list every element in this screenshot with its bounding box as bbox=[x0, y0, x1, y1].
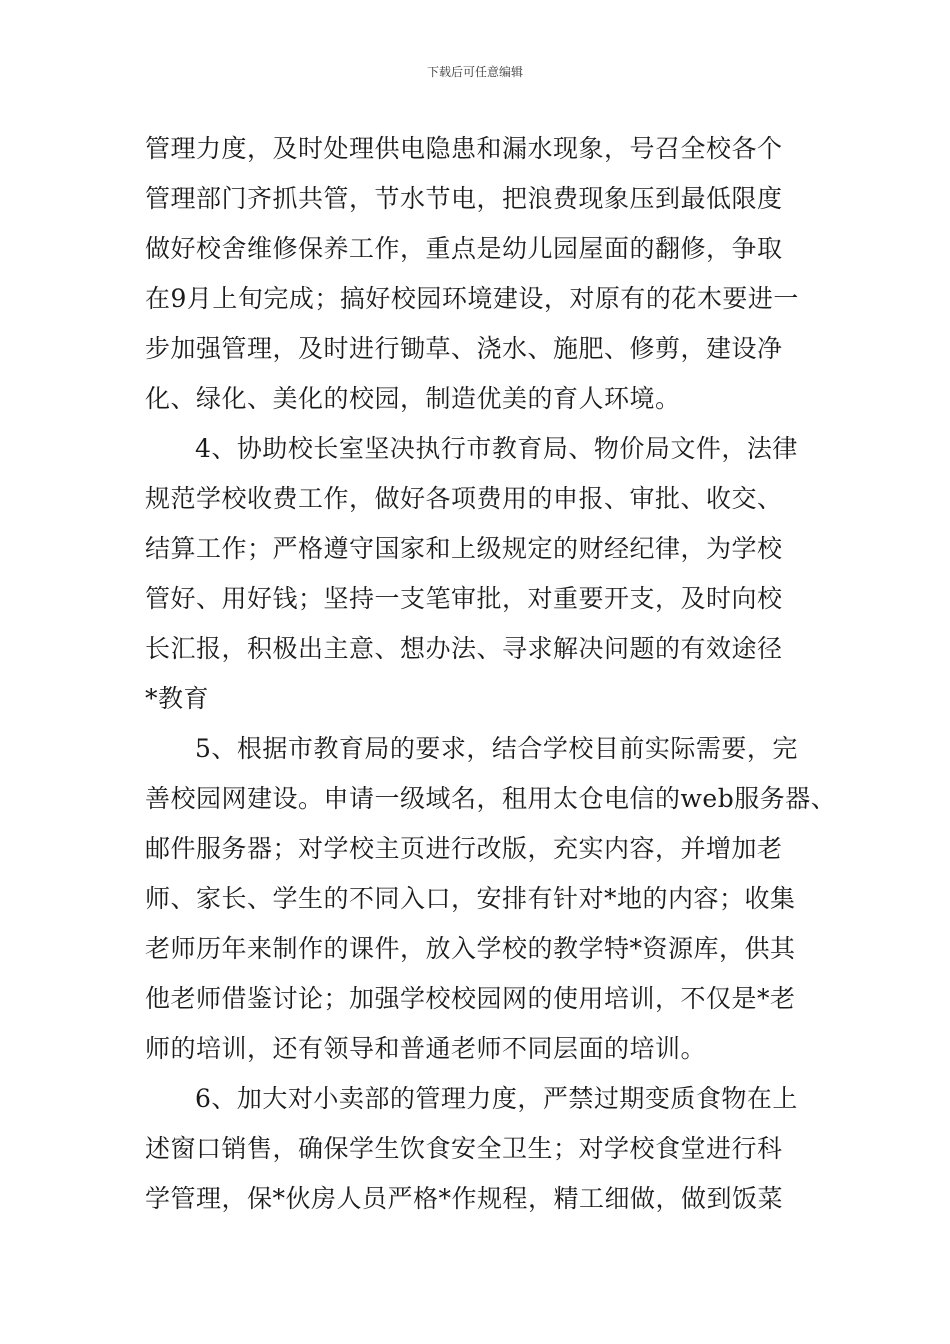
text-line: 管理力度，及时处理供电隐患和漏水现象，号召全校各个 bbox=[145, 134, 783, 163]
page-header: 下载后可任意编辑 bbox=[426, 65, 523, 79]
text-line: 师、家长、学生的不同入口，安排有针对*地的内容；收集 bbox=[145, 884, 796, 913]
paragraph-start-line: 4、协助校长室坚决执行市教育局、物价局文件，法律 bbox=[195, 434, 798, 463]
text-line: 步加强管理，及时进行锄草、浇水、施肥、修剪，建设净 bbox=[145, 334, 783, 363]
paragraph-start-line: 6、加大对小卖部的管理力度，严禁过期变质食物在上 bbox=[195, 1084, 798, 1113]
text-line: 管好、用好钱；坚持一支笔审批，对重要开支，及时向校 bbox=[145, 584, 783, 613]
text-line: 老师历年来制作的课件，放入学校的教学特*资源库，供其 bbox=[145, 934, 796, 963]
text-line: 在9月上旬完成；搞好校园环境建设，对原有的花木要进一 bbox=[145, 284, 799, 313]
text-line: 管理部门齐抓共管，节水节电，把浪费现象压到最低限度 bbox=[145, 184, 783, 213]
text-line: 结算工作；严格遵守国家和上级规定的财经纪律，为学校 bbox=[145, 534, 783, 563]
text-line: 述窗口销售，确保学生饮食安全卫生；对学校食堂进行科 bbox=[145, 1134, 783, 1163]
text-line: 化、绿化、美化的校园，制造优美的育人环境。 bbox=[145, 384, 681, 413]
text-line: 长汇报，积极出主意、想办法、寻求解决问题的有效途径 bbox=[145, 634, 783, 663]
text-line: 学管理，保*伙房人员严格*作规程，精工细做，做到饭菜 bbox=[145, 1184, 784, 1213]
text-line: 规范学校收费工作，做好各项费用的申报、审批、收交、 bbox=[145, 484, 783, 513]
text-line: 善校园网建设。申请一级域名，租用太仓电信的web服务器、 bbox=[145, 784, 837, 813]
text-line: 他老师借鉴讨论；加强学校校园网的使用培训，不仅是*老 bbox=[145, 984, 796, 1013]
text-line: *教育 bbox=[145, 684, 210, 713]
text-line: 师的培训，还有领导和普通老师不同层面的培训。 bbox=[145, 1034, 707, 1063]
text-line: 邮件服务器；对学校主页进行改版，充实内容，并增加老 bbox=[145, 834, 783, 863]
paragraph-start-line: 5、根据市教育局的要求，结合学校目前实际需要，完 bbox=[195, 734, 798, 763]
text-line: 做好校舍维修保养工作，重点是幼儿园屋面的翻修，争取 bbox=[145, 234, 783, 263]
